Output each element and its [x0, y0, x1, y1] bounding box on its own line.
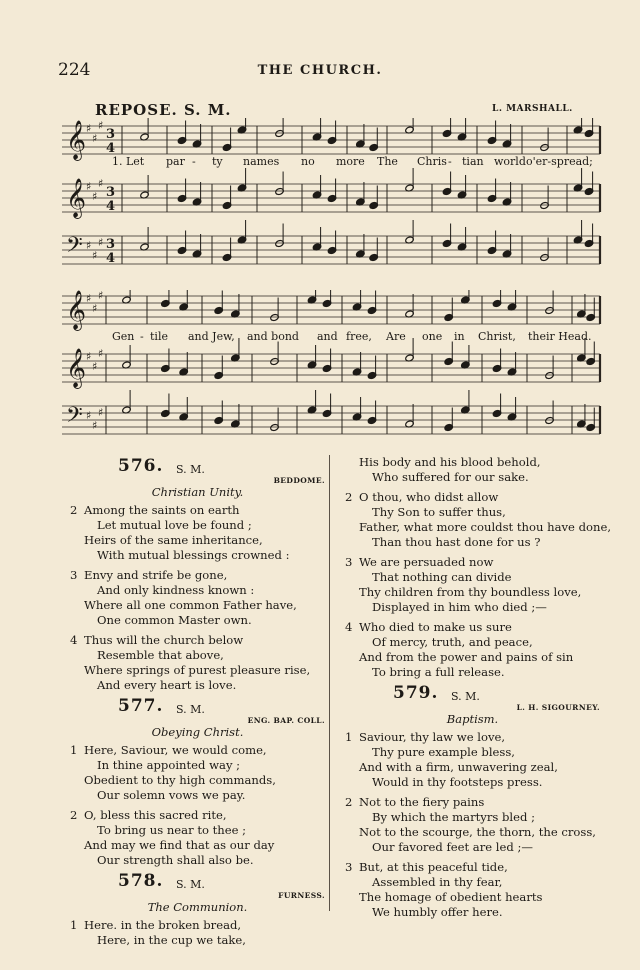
lyric-word: - [192, 155, 196, 168]
verse-text: And with a firm, unwavering zeal, [359, 760, 558, 774]
verse-text: By which the martyrs bled ; [372, 810, 536, 824]
verse-text: Where all one common Father have, [84, 598, 297, 612]
lyric-word: o'er-spread; [526, 155, 593, 168]
verse-line [345, 810, 600, 825]
stanza [70, 568, 325, 628]
verse-text: We humbly offer here. [372, 905, 503, 919]
hymn-author: FURNESS. [278, 891, 325, 900]
verse-line [345, 520, 612, 535]
verse-text: But, at this peaceful tide, [359, 860, 508, 874]
hymn-number: 577. [118, 696, 164, 716]
verse-line [345, 795, 600, 810]
verse-text: And only kindness known : [97, 583, 255, 597]
page-number: 224 [58, 60, 91, 80]
verse-line [345, 730, 600, 745]
time-signature: 4 [106, 251, 116, 266]
time-signature: 3 [106, 185, 116, 200]
staff [62, 290, 600, 331]
verse-text: Thus will the church below [84, 633, 244, 647]
verse-text: O thou, who didst allow [359, 490, 499, 504]
verse-text: With mutual blessings crowned : [97, 548, 290, 562]
verse-line [345, 745, 600, 760]
stanza-number: 1 [70, 918, 78, 932]
music-score-system-2 [62, 290, 602, 440]
stanza-number: 4 [70, 633, 78, 647]
verse-line [345, 585, 600, 600]
verse-text: Not to the fiery pains [359, 795, 485, 809]
stanza-number: 3 [70, 568, 78, 582]
verse-text: In thine appointed way ; [97, 758, 241, 772]
lyric-word: The [377, 155, 398, 168]
lyric-word: tile [150, 330, 168, 343]
staff [62, 220, 600, 266]
verse-text: Who suffered for our sake. [372, 470, 529, 484]
verse-line [70, 918, 325, 933]
verse-line [345, 470, 600, 485]
stanza-number: 2 [345, 490, 353, 504]
hymn-author: ENG. BAP. COLL. [247, 716, 325, 725]
verse-text: Here. in the broken bread, [84, 918, 242, 932]
lyric-word: more [336, 155, 365, 168]
stanza-number: 1 [70, 743, 78, 757]
verse-line [70, 598, 325, 613]
lyric-word: one [422, 330, 443, 343]
verse-text: And from the power and pains of sin [359, 650, 574, 664]
stanza-number: 2 [345, 795, 353, 809]
hymn-author: BEDDOME. [273, 476, 325, 485]
verse-line [70, 533, 325, 548]
verse-line [70, 788, 325, 803]
verse-text: Who died to make us sure [359, 620, 512, 634]
verse-line [70, 633, 325, 648]
staff [62, 168, 600, 219]
bass-clef-icon: 𝄢 [66, 403, 83, 433]
verse-text: To bring a full release. [372, 665, 505, 679]
verse-line [70, 583, 325, 598]
verse-line [70, 678, 325, 693]
verse-text: We are persuaded now [359, 555, 494, 569]
verse-text: Assembled in thy fear, [372, 875, 503, 889]
tune-title: REPOSE. S. M. [95, 101, 232, 119]
verse-line [345, 650, 600, 665]
left-column [70, 453, 325, 953]
verse-line [70, 568, 325, 583]
lyric-word: - [448, 155, 452, 168]
lyric-word: their Head. [528, 330, 592, 343]
stanza [70, 633, 325, 693]
verse-line [70, 613, 325, 628]
sharp-icon: ♯ [92, 132, 98, 145]
verse-line [345, 875, 600, 890]
stanza [345, 860, 600, 920]
verse-text: His body and his blood behold, [359, 455, 541, 469]
hymn-topic: Christian Unity. [151, 485, 244, 499]
verse-line [70, 663, 325, 678]
sharp-icon: ♯ [92, 419, 98, 432]
time-signature: 3 [106, 127, 116, 142]
verse-text: Saviour, thy law we love, [359, 730, 506, 744]
lyric-word: Christ, [478, 330, 516, 343]
sharp-icon: ♯ [86, 239, 92, 252]
verse-text: Not to the scourge, the thorn, the cross, [359, 825, 596, 839]
verse-line [345, 635, 600, 650]
verse-text: Among the saints on earth [84, 503, 240, 517]
time-signature: 4 [106, 141, 116, 156]
sharp-icon: ♯ [86, 292, 92, 305]
lyric-word: free, [346, 330, 372, 343]
verse-line [345, 665, 600, 680]
stanza-number: 2 [70, 503, 78, 517]
treble-clef-icon: 𝄞 [66, 290, 87, 330]
sharp-icon: ♯ [98, 236, 104, 249]
time-signature: 3 [106, 237, 116, 252]
staff [62, 390, 600, 434]
sharp-icon: ♯ [98, 347, 104, 360]
verse-text: Where springs of purest pleasure rise, [84, 663, 311, 677]
stanza-number: 3 [345, 860, 353, 874]
sharp-icon: ♯ [92, 302, 98, 315]
lyric-word: world [494, 155, 526, 168]
column-divider [329, 455, 330, 911]
verse-text: Thy children from thy boundless love, [359, 585, 582, 599]
lyric-word: Chris [417, 155, 447, 168]
verse-line [345, 600, 600, 615]
lyric-word: and Jew, [188, 330, 235, 343]
stanza [345, 730, 600, 790]
sharp-icon: ♯ [86, 180, 92, 193]
lyric-word: par [166, 155, 185, 168]
verse-text: Resemble that above, [97, 648, 224, 662]
verse-text: Envy and strife be gone, [84, 568, 228, 582]
verse-text: Let mutual love be found ; [97, 518, 252, 532]
stanza [70, 808, 325, 868]
verse-line [345, 840, 600, 855]
lyric-word: in [454, 330, 465, 343]
lyric-word: tian [462, 155, 484, 168]
music-score-system-1 [62, 118, 602, 270]
hymn-topic: Baptism. [446, 712, 499, 726]
stanza [70, 743, 325, 803]
verse-text: O, bless this sacred rite, [84, 808, 227, 822]
stanza-number: 4 [345, 620, 353, 634]
treble-clef-icon: 𝄞 [66, 348, 87, 388]
verse-line [70, 853, 325, 868]
sharp-icon: ♯ [98, 406, 104, 419]
hymn-meter: S. M. [176, 878, 205, 891]
sharp-icon: ♯ [86, 350, 92, 363]
verse-line [345, 775, 600, 790]
verse-text: One common Master own. [97, 613, 252, 627]
hymn-heading [70, 456, 325, 485]
verse-text: Our solemn vows we pay. [97, 788, 246, 802]
hymn-number: 578. [118, 871, 164, 891]
verse-text: Would in thy footsteps press. [372, 775, 543, 789]
sharp-icon: ♯ [92, 249, 98, 262]
stanza [70, 503, 325, 563]
verse-line [345, 825, 600, 840]
verse-line [70, 548, 325, 563]
verse-line [345, 455, 600, 470]
stanza-number: 1 [345, 730, 353, 744]
verse-text: Our favored feet are led ;— [372, 840, 533, 854]
verse-text: Thy Son to suffer thus, [372, 505, 506, 519]
hymn-meter: S. M. [176, 703, 205, 716]
verse-text: Father, what more couldst thou have done, [359, 520, 612, 534]
verse-text: Thy pure example bless, [372, 745, 515, 759]
running-title: THE CHURCH. [257, 63, 383, 78]
verse-text: Here, in the cup we take, [97, 933, 246, 947]
verse-line [70, 758, 325, 773]
lyric-word: Gen [112, 330, 135, 343]
lyric-word: and bond [247, 330, 299, 343]
bass-clef-icon: 𝄢 [66, 233, 83, 263]
verse-line [70, 503, 325, 518]
stanza-number: 3 [345, 555, 353, 569]
lyric-word: ty [212, 155, 223, 168]
lyric-word: - [140, 330, 144, 343]
treble-clef-icon: 𝄞 [66, 120, 87, 160]
verse-line [70, 838, 325, 853]
lyric-word: no [301, 155, 315, 168]
stanza [345, 455, 600, 485]
lyric-word: Are [386, 330, 406, 343]
sharp-icon: ♯ [86, 409, 92, 422]
verse-text: Displayed in him who died ;— [372, 600, 547, 614]
verse-line [345, 760, 600, 775]
hymn-meter: S. M. [176, 463, 205, 476]
sharp-icon: ♯ [98, 177, 104, 190]
verse-line [70, 823, 325, 838]
hymn-number: 579. [393, 683, 439, 703]
lyric-word: names [243, 155, 280, 168]
sharp-icon: ♯ [98, 119, 104, 132]
sharp-icon: ♯ [92, 190, 98, 203]
stanza [345, 795, 600, 855]
verse-line [345, 505, 600, 520]
verse-line [70, 743, 325, 758]
lyric-word: and [317, 330, 338, 343]
verse-line [345, 555, 600, 570]
stanza-number: 2 [70, 808, 78, 822]
verse-text: The homage of obedient hearts [359, 890, 543, 904]
verse-line [345, 620, 600, 635]
hymn-heading [345, 683, 600, 712]
time-signature: 4 [106, 199, 116, 214]
verse-line [70, 773, 325, 788]
right-column [345, 455, 612, 925]
verse-line [70, 808, 325, 823]
stanza [70, 918, 325, 948]
verse-text: Our strength shall also be. [97, 853, 254, 867]
verse-line [345, 490, 600, 505]
tune-composer: L. MARSHALL. [492, 104, 573, 114]
sharp-icon: ♯ [92, 360, 98, 373]
stanza [345, 555, 600, 615]
verse-line [345, 570, 600, 585]
hymn-number: 576. [118, 456, 164, 476]
verse-line [345, 890, 600, 905]
verse-text: Heirs of the same inheritance, [84, 533, 263, 547]
hymn-heading [70, 871, 325, 900]
verse-text: And every heart is love. [97, 678, 237, 692]
verse-text: And may we find that as our day [84, 838, 275, 852]
verse-line [70, 518, 325, 533]
stanza [345, 620, 600, 680]
sharp-icon: ♯ [86, 122, 92, 135]
verse-line [345, 905, 600, 920]
verse-line [70, 648, 325, 663]
lyric-word: 1. Let [112, 155, 145, 168]
hymn-meter: S. M. [451, 690, 480, 703]
verse-text: Obedient to thy high commands, [84, 773, 276, 787]
stanza [345, 490, 612, 550]
hymn-topic: Obeying Christ. [151, 725, 244, 739]
verse-line [345, 860, 600, 875]
verse-text: That nothing can divide [372, 570, 512, 584]
verse-line [70, 933, 325, 948]
hymn-author: L. H. SIGOURNEY. [516, 703, 600, 712]
verse-text: To bring us near to thee ; [97, 823, 247, 837]
staff [62, 338, 600, 389]
verse-text: Than thou hast done for us ? [372, 535, 541, 549]
verse-text: Of mercy, truth, and peace, [372, 635, 533, 649]
sharp-icon: ♯ [98, 290, 104, 302]
treble-clef-icon: 𝄞 [66, 178, 87, 218]
hymn-heading [70, 696, 325, 725]
verse-line [345, 535, 600, 550]
verse-text: Here, Saviour, we would come, [84, 743, 267, 757]
hymn-topic: The Communion. [147, 900, 248, 914]
